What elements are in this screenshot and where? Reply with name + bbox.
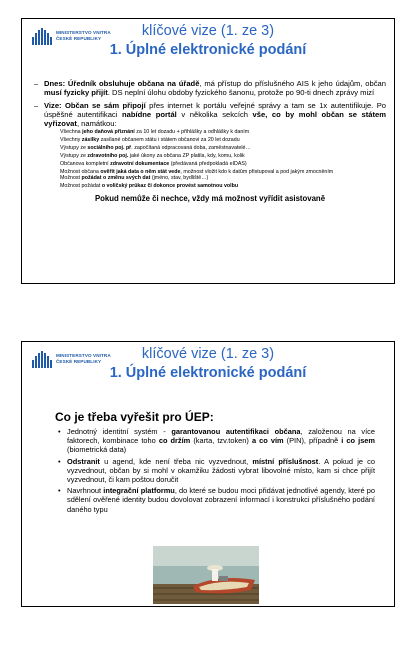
list-item: • Možnost požádat o voličský průkaz či dokonce provést samotnou volbu bbox=[60, 183, 386, 191]
slide-1 bbox=[21, 18, 395, 284]
paragraph-vision bbox=[34, 101, 386, 128]
list-item: • Výstupy ze sociálního poj. př. započítaná odpracovaná doba, zaměstnavatelé… bbox=[60, 145, 386, 153]
slide-2-title: klíčové vize (1. ze 3) bbox=[141, 346, 275, 362]
list-item: • Všechna jeho daňová přiznání za 10 let dozadu + přihlášky a odhlášky k daním bbox=[60, 129, 386, 137]
list-item: • Občanova kompletní zdravotní dokumentace (předávaná předpokladá eIDAS) bbox=[60, 161, 386, 169]
today-emphasis: musí fyzicky přijít bbox=[44, 88, 108, 97]
today-text-1: , má přístup do příslušného AIS k jeho údajům, občan bbox=[199, 79, 386, 88]
slide-2-heading: Co je třeba vyřešit pro ÚEP: bbox=[55, 410, 214, 424]
slide-2-list bbox=[67, 427, 375, 516]
logo-line-1: MINISTERSTVO VNITRA bbox=[56, 30, 111, 35]
closing-note: Pokud nemůže či nechce, vždy má možnost vyřídit asistovaně bbox=[94, 193, 326, 203]
list-item: • Jednotný identitní systém - garantovanou autentifikaci občana, založenou na více faktorech, kombinace toho co držím (karta, tzv.token) a co vím (PIN), případně i co jsem (biometrická data) bbox=[67, 427, 375, 455]
vision-lead: Vize: Občan se sám připojí bbox=[44, 101, 146, 110]
list-item: • Možnost požádat o změnu svých dat (jméno, stav, bydliště…) bbox=[60, 175, 386, 183]
dash-marker: – bbox=[34, 101, 39, 110]
list-item: • Všechny zásilky zasílané občanem státu i státem občanovi za 20 let dozadu bbox=[60, 137, 386, 145]
vision-text-1: přes internet k portálu veřejné správy a tam se 1x autentifikuje. Po úspěšné autentifikaci bbox=[44, 101, 386, 119]
today-lead: Dnes: Úředník obsluhuje občana na úřadě bbox=[44, 79, 200, 88]
vision-text-2: v několika sekcích bbox=[176, 110, 253, 119]
list-item: • Výstupy ze zdravotního poj. jaké úkony za občana ZP platila, kdy, komu, kolik bbox=[60, 153, 386, 161]
vision-text-3: , namátkou: bbox=[76, 119, 117, 128]
list-item: • Odstranit u agend, kde není třeba nic vyzvednout, místní příslušnost. A pokud je co vyzvednout, občan by si mohl v okamžiku žádosti vybrat libovolné místo, kam si chce přijít vyzvednout, či kam poštou doručit bbox=[67, 457, 375, 485]
slide-2-subtitle: 1. Úplné elektronické podání bbox=[109, 365, 307, 381]
logo-line-2: ČESKÉ REPUBLIKY bbox=[56, 359, 102, 364]
dash-marker: – bbox=[34, 79, 39, 88]
logo-line-1: MINISTERSTVO VNITRA bbox=[56, 353, 111, 358]
slide-1-subtitle: 1. Úplné elektronické podání bbox=[109, 42, 307, 58]
slide-2 bbox=[21, 341, 395, 607]
vision-list bbox=[34, 129, 386, 191]
slide-1-body bbox=[34, 79, 386, 203]
logo-line-2: ČESKÉ REPUBLIKY bbox=[56, 36, 102, 41]
paragraph-today bbox=[34, 79, 386, 97]
vision-emphasis-1: nabídne portál bbox=[122, 110, 177, 119]
list-item: • Možnost občana ověřit jaká data o něm stát vede, možnost vložit kdo k datům přistupoval a pod jakým zmocněním bbox=[60, 169, 386, 175]
boat-laptop-photo bbox=[153, 546, 259, 604]
slide-1-title: klíčové vize (1. ze 3) bbox=[141, 23, 275, 39]
vision-emphasis-2: vše, co by mohl občan se státem vyřizovat bbox=[44, 110, 386, 128]
list-item: • Navrhnout integrační platformu, do které se budou moci přidávat jednotlivé agendy, které po sdělení ověřené identity budou dovolovat zobrazení informací i konstrukci příslušného podání daného typu bbox=[67, 486, 375, 514]
today-text-2: . DS neplní úlohu obdoby fyzického šanonu, protože po 90-ti dnech zprávy mizí bbox=[107, 88, 375, 97]
